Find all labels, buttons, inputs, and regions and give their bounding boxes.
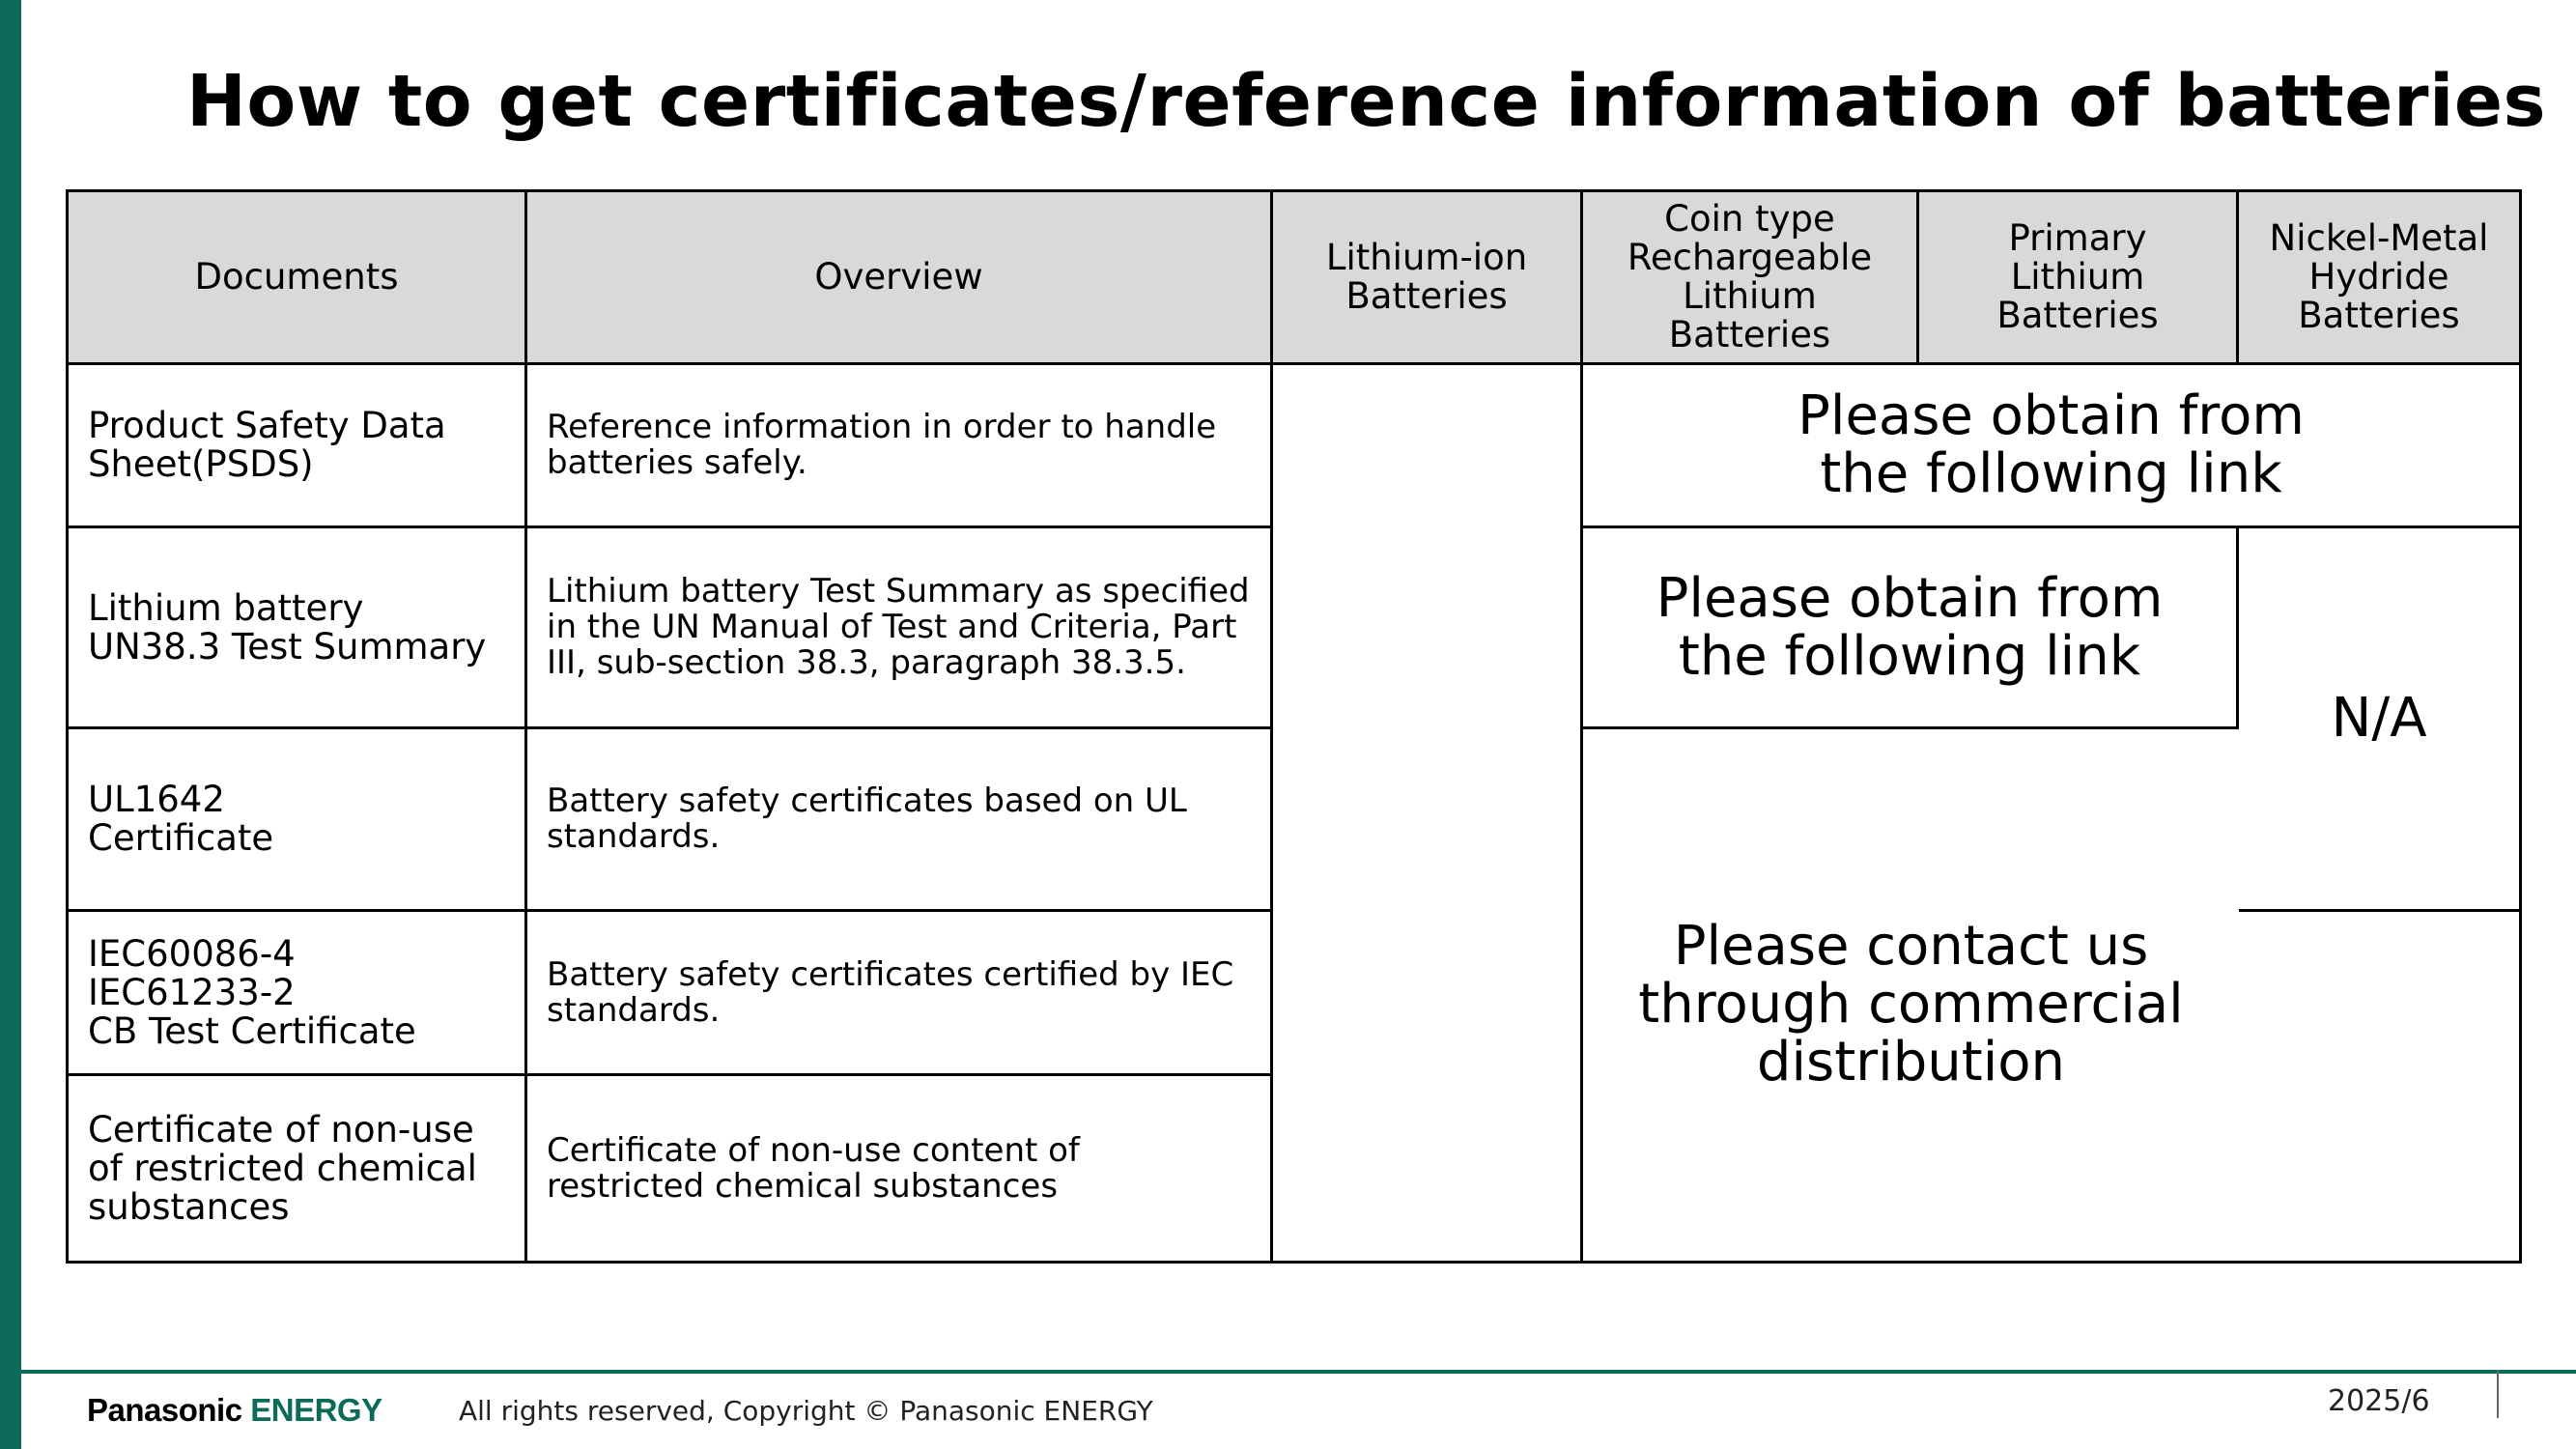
row-nonuse-document: Certificate of non-use of restricted chemical substances — [66, 1076, 527, 1264]
row-un383-overview: Lithium battery Test Summary as specified in the UN Manual of Test and Criteria, Part III, sub-section 38.3, paragraph 38.3.5. — [527, 528, 1273, 729]
panasonic-energy-logo: Panasonic ENERGY — [87, 1392, 382, 1428]
nimh-na-cell: N/A — [2239, 528, 2522, 912]
row-psds-overview: Reference information in order to handle batteries safely. — [527, 365, 1273, 528]
page-title: How to get certificates/reference information of batteries — [186, 60, 2547, 143]
copyright-text: All rights reserved, Copyright © Panasonic ENERGY — [459, 1395, 1153, 1427]
contact-distribution-text: Please contact us through commercial distribution — [1638, 915, 2184, 1094]
psds-link-cell: Please obtain from the following link — [1583, 365, 2522, 528]
header-lithium-ion: Lithium-ion Batteries — [1273, 189, 1583, 365]
row-un383-document: Lithium battery UN38.3 Test Summary — [66, 528, 527, 729]
left-accent-bar — [0, 0, 21, 1449]
header-coin-type: Coin type Rechargeable Lithium Batteries — [1583, 189, 1919, 365]
footer-divider — [21, 1370, 2576, 1374]
header-overview: Overview — [527, 189, 1273, 365]
row-iec-document: IEC60086-4 IEC61233-2 CB Test Certificate — [66, 912, 527, 1076]
header-nimh: Nickel-Metal Hydride Batteries — [2239, 189, 2522, 365]
row-iec-overview: Battery safety certificates certified by IEC standards. — [527, 912, 1273, 1076]
lithium-ion-blank-cell — [1273, 365, 1583, 1264]
header-primary-lithium: Primary Lithium Batteries — [1919, 189, 2239, 365]
header-documents: Documents — [66, 189, 527, 365]
footer-date: 2025/6 — [2328, 1384, 2430, 1418]
certificates-table — [66, 189, 2522, 1264]
contact-area-upper — [1583, 729, 2239, 912]
row-ul1642-document: UL1642 Certificate — [66, 729, 527, 912]
un383-link-cell: Please obtain from the following link — [1583, 528, 2239, 729]
footer-separator — [2497, 1370, 2499, 1418]
row-ul1642-overview: Battery safety certificates based on UL standards. — [527, 729, 1273, 912]
row-nonuse-overview: Certificate of non-use content of restricted chemical substances — [527, 1076, 1273, 1264]
row-psds-document: Product Safety Data Sheet(PSDS) — [66, 365, 527, 528]
